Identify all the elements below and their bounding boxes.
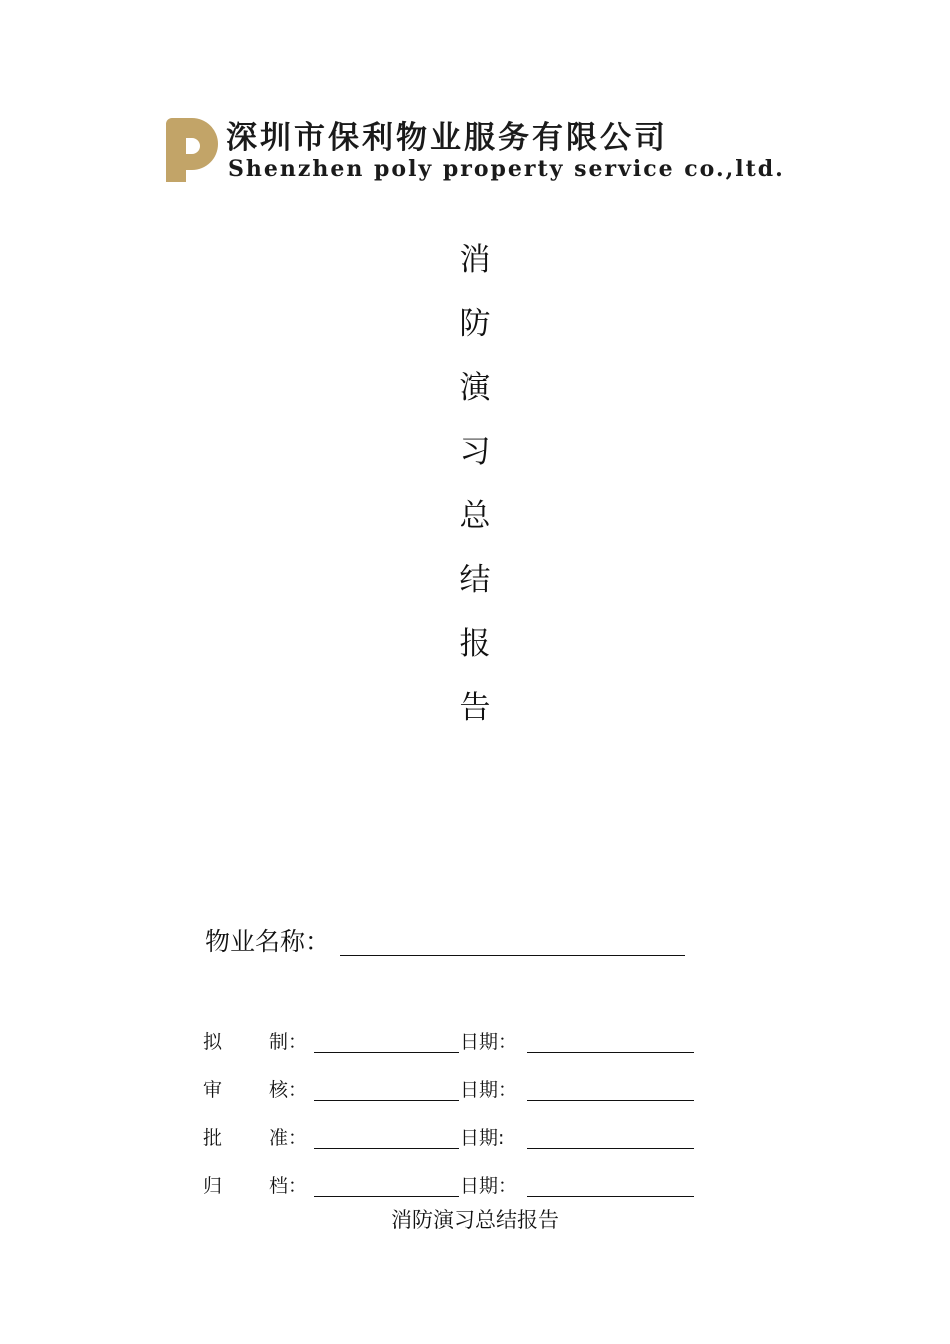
date-field[interactable] [527,1052,694,1053]
title-char: 习 [459,434,491,470]
property-name-row [205,922,685,962]
role-label-char-1: 拟 [203,1031,223,1053]
signer-field[interactable] [314,1148,459,1149]
signature-row-review [203,1072,703,1120]
role-label-char-2: 核： [269,1079,308,1101]
title-char: 总 [459,498,491,534]
property-name-field[interactable] [340,955,685,956]
date-label: 日期： [460,1175,518,1197]
title-char: 防 [459,306,491,342]
date-field[interactable] [527,1196,694,1197]
role-label-char-1: 审 [203,1079,223,1101]
signature-table [203,1024,703,1216]
company-name-en: Shenzhen poly property service co.,ltd. [228,156,785,182]
signer-field[interactable] [314,1052,459,1053]
title-char: 告 [459,690,491,726]
signer-field[interactable] [314,1100,459,1101]
company-name-cn: 深圳市保利物业服务有限公司 [226,120,668,156]
date-label: 日期: [460,1127,505,1149]
role-label-char-2: 制： [269,1031,308,1053]
title-char: 消 [459,242,491,278]
role-label-char-2: 档： [269,1175,308,1197]
date-label: 日期： [460,1079,518,1101]
title-char: 报 [459,626,491,662]
footer-title: 消防演习总结报告 [391,1208,559,1232]
role-label-char-2: 准： [269,1127,308,1149]
poly-p-logo-icon [166,118,222,182]
role-label-char-1: 归 [203,1175,223,1197]
document-title-vertical [445,235,505,747]
signature-row-approve [203,1120,703,1168]
signature-row-draft [203,1024,703,1072]
date-field[interactable] [527,1148,694,1149]
date-label: 日期： [460,1031,518,1053]
title-char: 演 [459,370,491,406]
date-field[interactable] [527,1100,694,1101]
role-label-char-1: 批 [203,1127,223,1149]
property-name-label: 物业名称： [205,927,331,956]
title-char: 结 [459,562,491,598]
signer-field[interactable] [314,1196,459,1197]
